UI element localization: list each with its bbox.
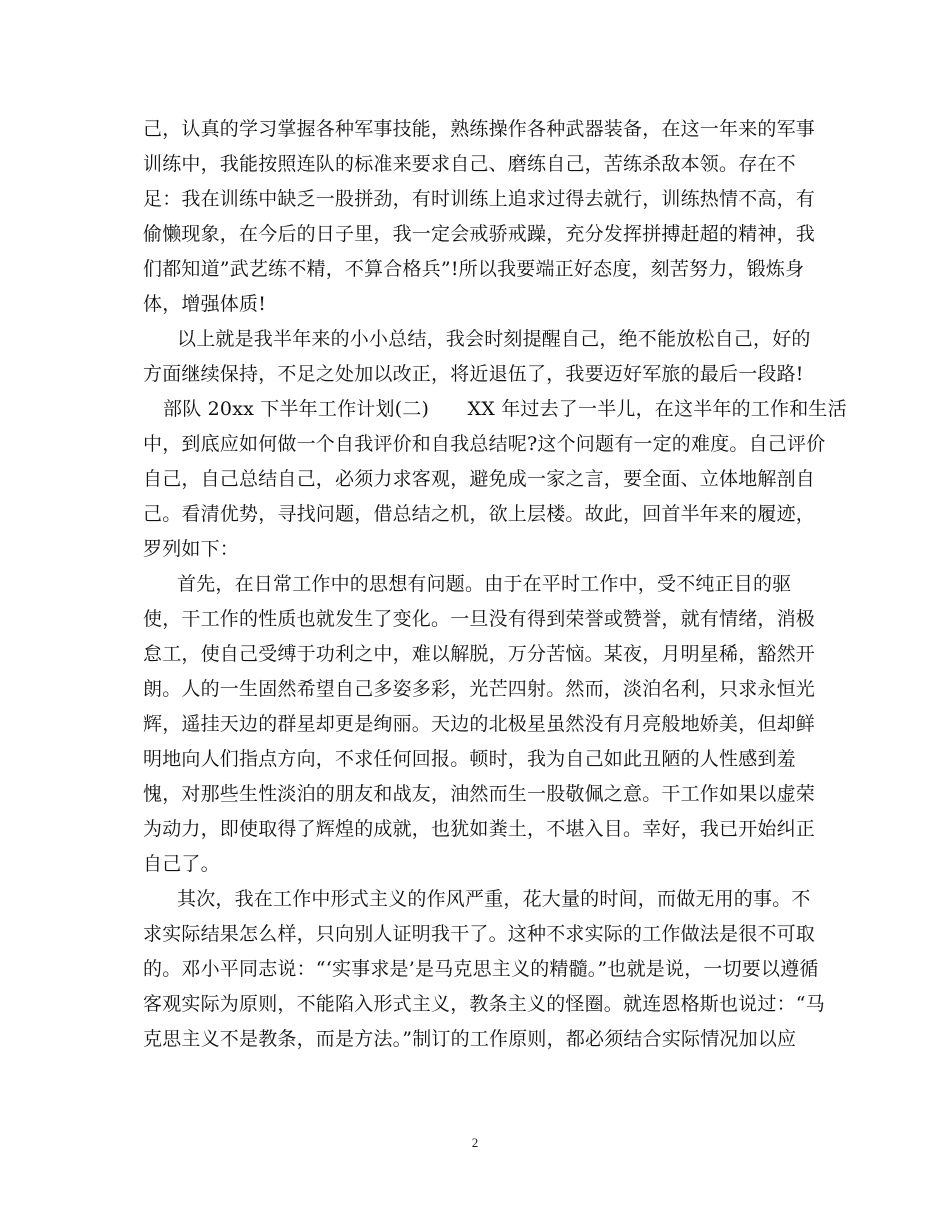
text-line: 偷懒现象，在今后的日子里，我一定会戒骄戒躁，充分发挥拼搏赶超的精神，我 bbox=[143, 223, 816, 245]
text-line: 客观实际为原则，不能陷入形式主义，教条主义的怪圈。就连恩格斯也说过：“马 bbox=[143, 993, 825, 1015]
section-heading-line: 部队 20xx 下半年工作计划(二) XX 年过去了一半儿，在这半年的工作和生活 bbox=[163, 398, 847, 420]
text-line: 体，增强体质! bbox=[143, 293, 267, 315]
paragraph-start-line: 首先，在日常工作中的思想有问题。由于在平时工作中，受不纯正目的驱 bbox=[177, 573, 792, 595]
text-line: 训练中，我能按照连队的标准来要求自己、磨练自己，苦练杀敌本领。存在不 bbox=[143, 153, 796, 175]
text-line: 罗列如下： bbox=[143, 538, 240, 560]
text-line: 明地向人们指点方向，不求任何回报。顿时，我为自己如此丑陋的人性感到羞 bbox=[143, 748, 796, 770]
text-line: 自己了。 bbox=[143, 853, 220, 875]
text-line: 求实际结果怎么样，只向别人证明我干了。这种不求实际的工作做法是很不可取 bbox=[143, 923, 816, 945]
text-line: 己，认真的学习掌握各种军事技能，熟练操作各种武器装备，在这一年来的军事 bbox=[143, 118, 816, 140]
text-line: 朗。人的一生固然希望自己多姿多彩，光芒四射。然而，淡泊名利，只求永恒光 bbox=[143, 678, 816, 700]
paragraph-start-line: 其次，我在工作中形式主义的作风严重，花大量的时间，而做无用的事。不 bbox=[177, 888, 811, 910]
text-line: 使，干工作的性质也就发生了变化。一旦没有得到荣誉或赞誉，就有情绪，消极 bbox=[143, 608, 816, 630]
text-line: 自己，自己总结自己，必须力求客观，避免成一家之言，要全面、立体地解剖自 bbox=[143, 468, 816, 490]
text-line: 愧，对那些生性淡泊的朋友和战友，油然而生一股敬佩之意。干工作如果以虚荣 bbox=[143, 783, 816, 805]
text-line: 辉，遥挂天边的群星却更是绚丽。天边的北极星虽然没有月亮般地娇美，但却鲜 bbox=[143, 713, 816, 735]
paragraph-start-line: 以上就是我半年来的小小总结，我会时刻提醒自己，绝不能放松自己，好的 bbox=[177, 328, 811, 350]
page-number: 2 bbox=[471, 1135, 479, 1150]
text-line: 足：我在训练中缺乏一股拼劲，有时训练上追求过得去就行，训练热情不高，有 bbox=[143, 188, 816, 210]
text-line: 中，到底应如何做一个自我评价和自我总结呢?这个问题有一定的难度。自己评价 bbox=[143, 433, 826, 455]
text-line: 为动力，即使取得了辉煌的成就，也犹如粪土，不堪入目。幸好，我已开始纠正 bbox=[143, 818, 816, 840]
body-text bbox=[143, 112, 847, 1057]
text-line: 方面继续保持，不足之处加以改正，将近退伍了，我要迈好军旅的最后一段路! bbox=[143, 363, 804, 385]
text-line: 们都知道”武艺练不精，不算合格兵”!所以我要端正好态度，刻苦努力，锻炼身 bbox=[143, 258, 805, 280]
text-line: 的。邓小平同志说：“‘实事求是’是马克思主义的精髓。”也就是说，一切要以遵循 bbox=[143, 958, 819, 980]
text-line: 己。看清优势，寻找问题，借总结之机，欲上层楼。故此，回首半年来的履迹， bbox=[143, 503, 816, 525]
text-line: 怠工，使自己受缚于功利之中，难以解脱，万分苦恼。某夜，月明星稀，豁然开 bbox=[143, 643, 816, 665]
text-line: 克思主义不是教条，而是方法。”制订的工作原则，都必须结合实际情况加以应 bbox=[143, 1028, 797, 1050]
